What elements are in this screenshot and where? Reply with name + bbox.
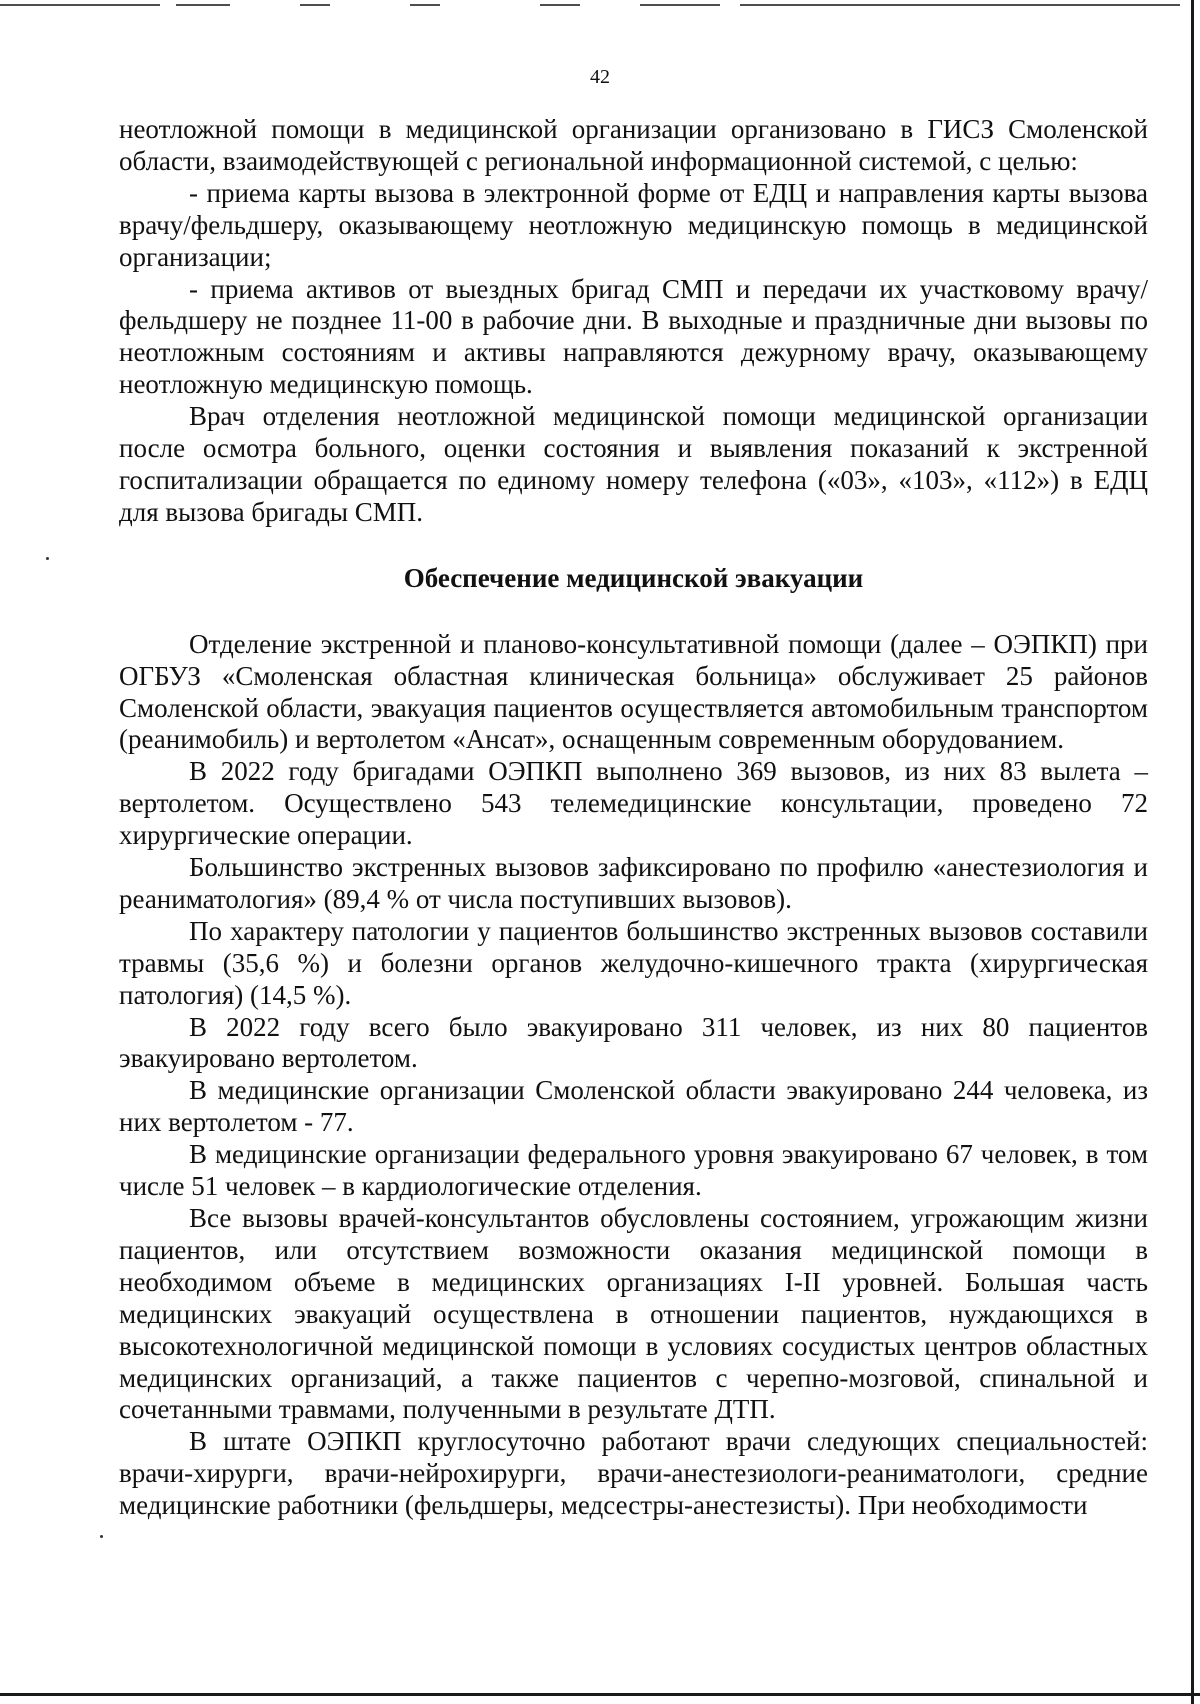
scan-edge-right — [1191, 0, 1194, 1704]
scan-edge-bottom — [0, 1693, 1200, 1696]
paragraph: В 2022 году бригадами ОЭПКП выполнено 369 вызовов, из них 83 вылета – вертолетом. Осуществлено 543 телемедицинские консультации, проведено 72 хирургические операции. — [119, 756, 1148, 851]
scan-speck — [46, 557, 49, 560]
paragraph-continuation: неотложной помощи в медицинской организации организовано в ГИСЗ Смоленской области, взаимодействующей с региональной информационной системой, с целью: — [119, 114, 1148, 176]
section-heading: Обеспечение медицинской эвакуации — [403, 562, 864, 593]
paragraph: Все вызовы врачей-консультантов обусловлены состоянием, угрожающим жизни пациентов, или отсутствием возможности оказания медицинской помощи в необходимом объеме в медицинских организациях I-II уровней. Большая часть медицинских эвакуаций осуществлена в отношении пациентов, нуждающихся в высокотехнологичной медицинской помощи в условиях сосудистых центров областных медицинских организаций, а также пациентов с черепно-мозговой, спинальной и сочетанными травмами, полученными в результате ДТП. — [119, 1203, 1148, 1425]
paragraph: Врач отделения неотложной медицинской помощи медицинской организации после осмотра больного, оценки состояния и выявления показаний к экстренной госпитализации обращается по единому номеру телефона («03», «103», «112») в ЕДЦ для вызова бригады СМП. — [119, 401, 1148, 527]
paragraph: В 2022 году всего было эвакуировано 311 человек, из них 80 пациентов эвакуировано вертолетом. — [119, 1011, 1148, 1074]
list-item-paragraph: - приема карты вызова в электронной форме от ЕДЦ и направления карты вызова врачу/фельдшеру, оказывающему неотложную медицинскую помощь в медицинской организации; — [119, 177, 1148, 272]
paragraph: В медицинские организации Смоленской области эвакуировано 244 человека, из них вертолетом - 77. — [119, 1075, 1148, 1138]
paragraph: Большинство экстренных вызовов зафиксировано по профилю «анестезиология и реаниматология» (89,4 % от числа поступивших вызовов). — [119, 852, 1148, 914]
scan-edge-top — [0, 4, 1200, 6]
paragraph: Отделение экстренной и планово-консультативной помощи (далее – ОЭПКП) при ОГБУЗ «Смоленская областная клиническая больница» обслуживает 25 районов Смоленской области, эвакуация пациентов осуществляется автомобильным транспортом (реанимобиль) и вертолетом «Ансат», оснащенным современным оборудованием. — [119, 628, 1148, 755]
paragraph: В штате ОЭПКП круглосуточно работают врачи следующих специальностей: врачи-хирурги, врачи-нейрохирурги, врачи-анестезиологи-реаниматологи, средние медицинские работники (фельдшеры, медсестры-анестезисты). При необходимости — [119, 1426, 1148, 1521]
page-number: 42 — [590, 66, 610, 88]
paragraph: По характеру патологии у пациентов большинство экстренных вызовов составили травмы (35,6 %) и болезни органов желудочно-кишечного тракта (хирургическая патология) (14,5 %). — [119, 915, 1148, 1010]
scan-speck — [100, 1535, 103, 1538]
document-body — [119, 114, 1148, 1522]
paragraph: В медицинские организации федерального уровня эвакуировано 67 человек, в том числе 51 человек – в кардиологические отделения. — [119, 1139, 1148, 1202]
list-item-paragraph: - приема активов от выездных бригад СМП и передачи их участковому врачу/фельдшеру не позднее 11-00 в рабочие дни. В выходные и праздничные дни вызовы по неотложным состояниям и активы направляются дежурному врачу, оказывающему неотложную медицинскую помощь. — [119, 273, 1148, 400]
